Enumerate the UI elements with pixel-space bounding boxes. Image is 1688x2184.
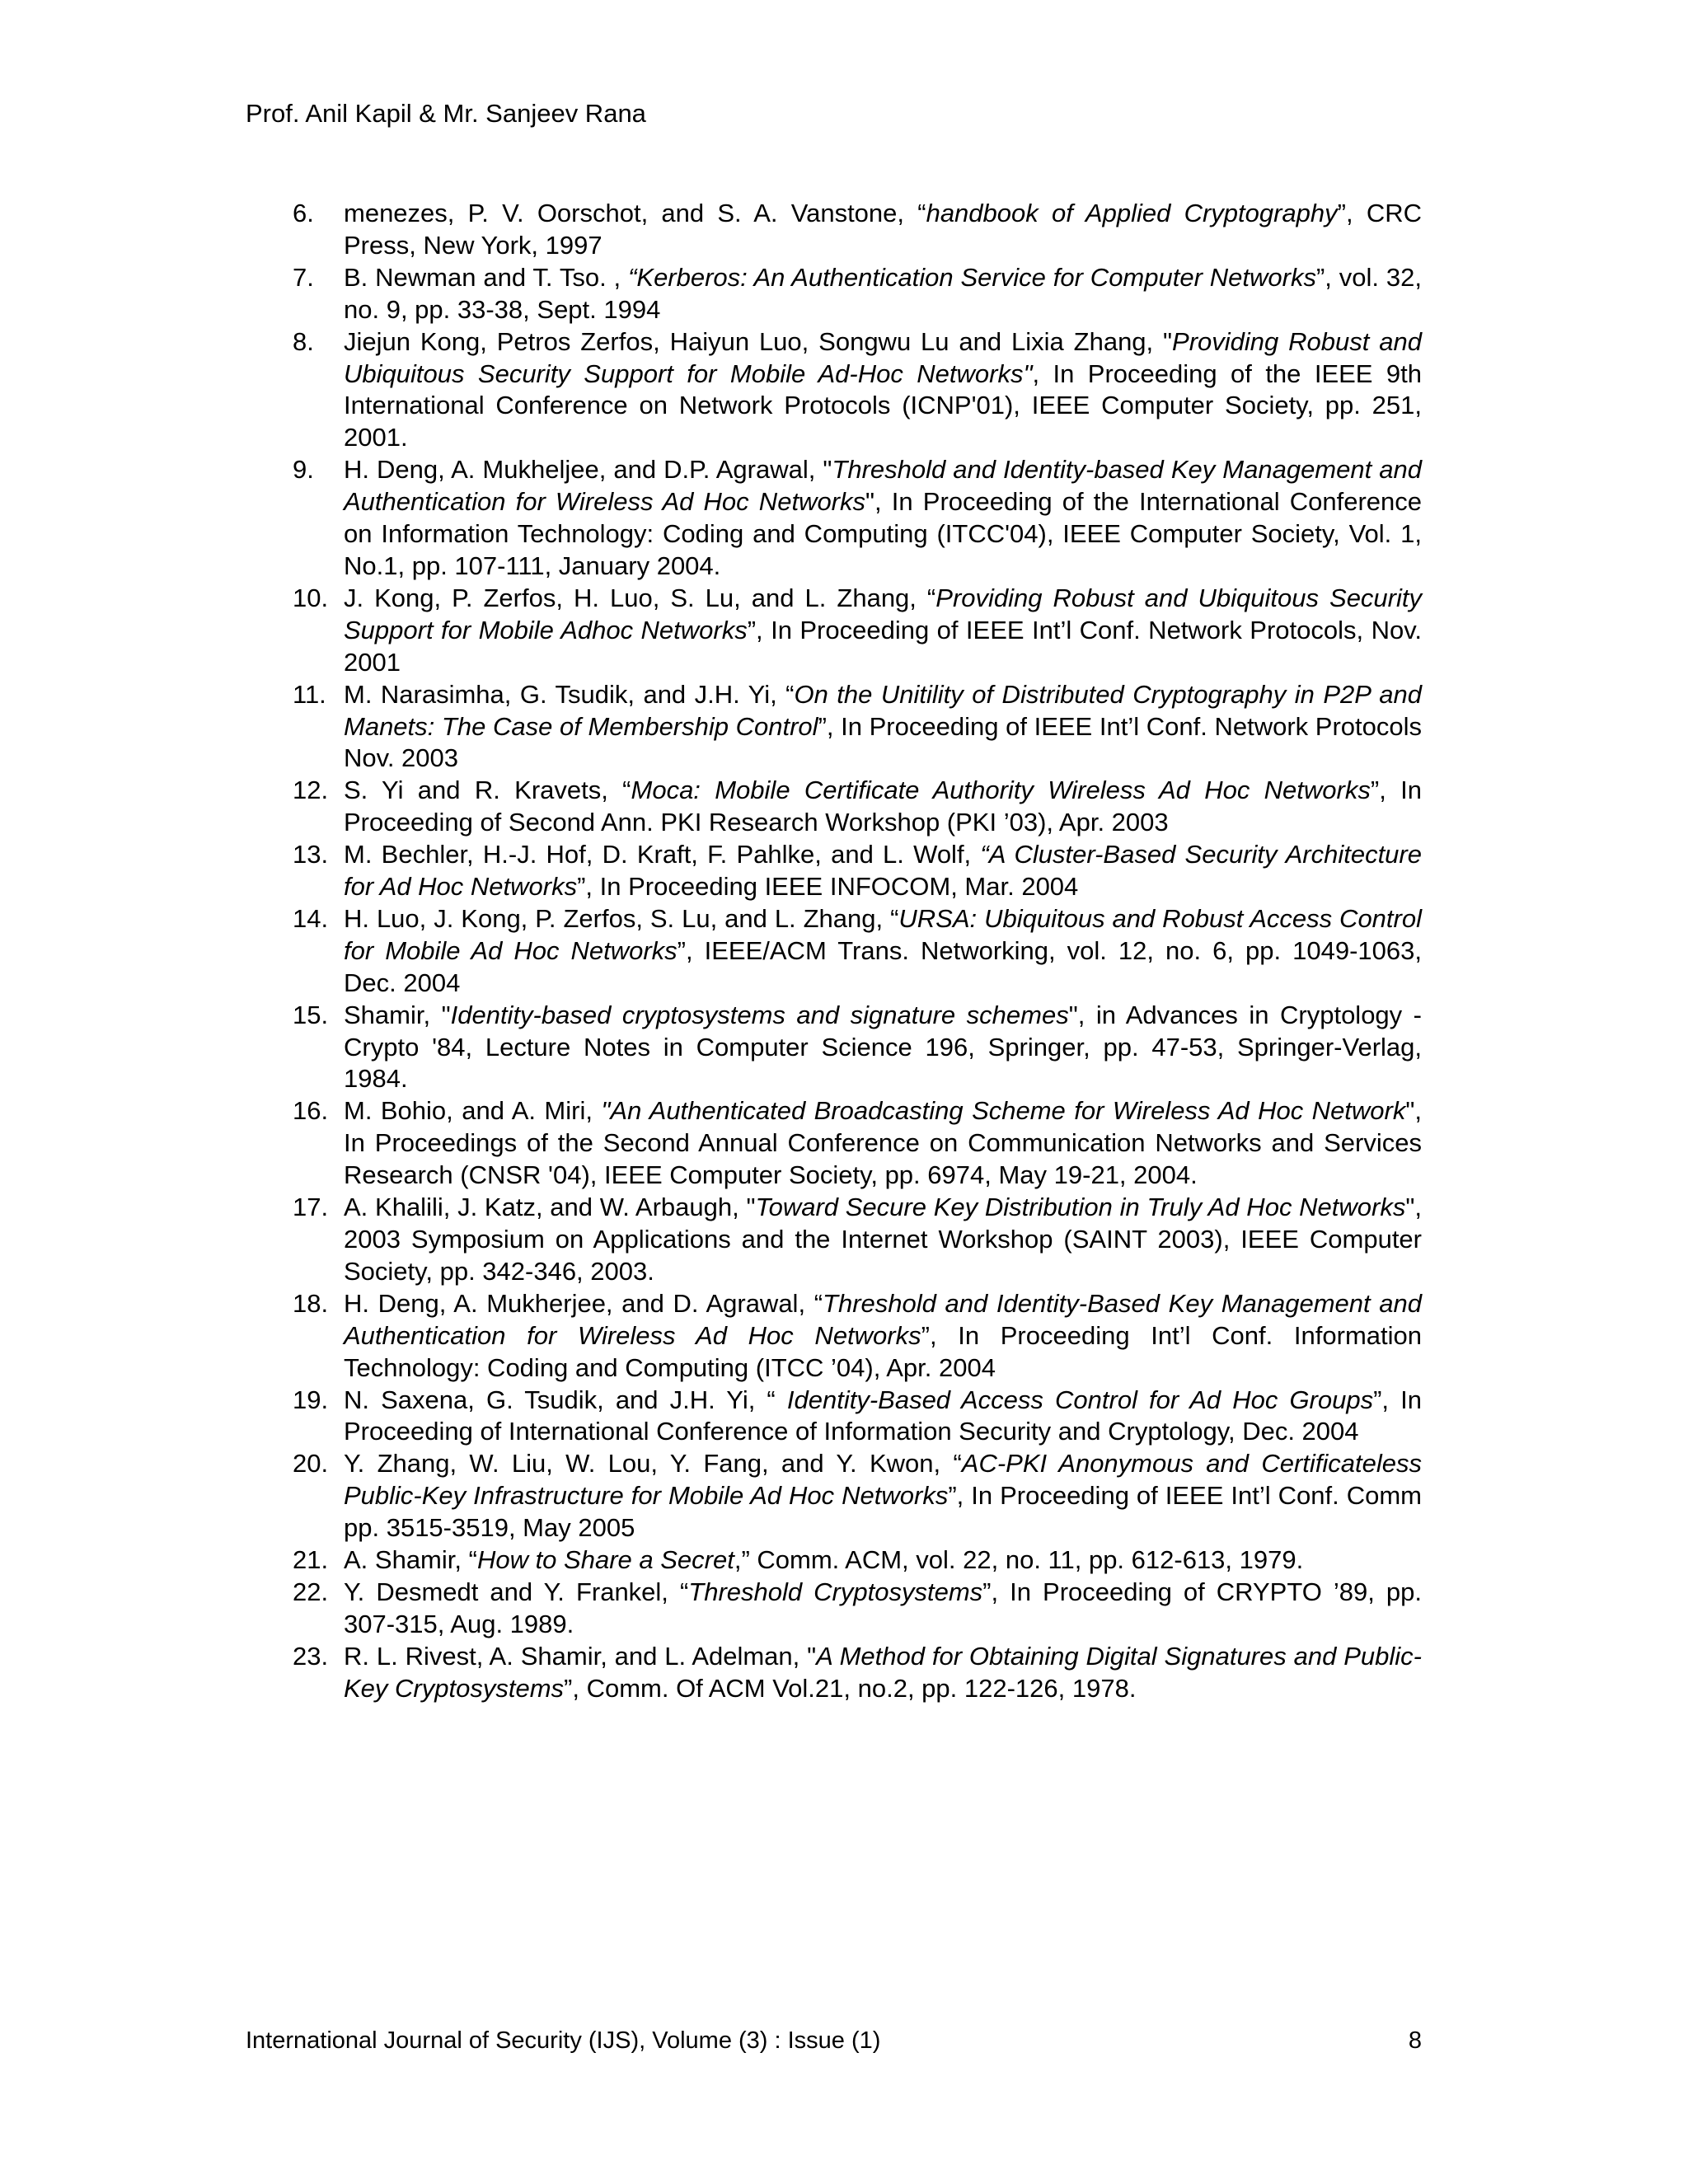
reference-number: 12.	[293, 776, 329, 805]
reference-number: 19.	[293, 1385, 329, 1414]
reference-details: ”, vol. 32, no. 9, pp. 33-38, Sept. 1994	[344, 262, 1423, 324]
reference-number: 13.	[293, 840, 329, 869]
reference-item	[293, 1544, 1422, 1577]
reference-title: How to Share a Secret	[476, 1545, 734, 1575]
reference-details: ”, In Proceeding of CRYPTO ’89, pp. 307-315, Aug. 1989.	[344, 1577, 1422, 1638]
reference-details: ”, CRC Press, New York, 1997	[344, 199, 1422, 260]
reference-number: 18.	[293, 1288, 329, 1318]
reference-authors: A. Shamir, “	[344, 1545, 477, 1575]
reference-item	[293, 1577, 1422, 1641]
reference-details: ", In Proceeding of the International Conference on Information Technology: Coding and Computing (ITCC'04), IEEE Computer Society, Vol. 1, No.1, pp. 107-111, January 2004.	[344, 487, 1422, 580]
reference-details: ”, IEEE/ACM Trans. Networking, vol. 12, no. 6, pp. 1049-1063, Dec. 2004	[344, 935, 1422, 997]
journal-citation: International Journal of Security (IJS), Volume (3) : Issue (1)	[246, 2027, 881, 2054]
reference-authors: menezes, P. V. Oorschot, and S. A. Vanstone, “	[344, 199, 926, 227]
reference-item	[293, 839, 1422, 903]
reference-item	[293, 454, 1422, 583]
reference-authors: M. Bechler, H.-J. Hof, D. Kraft, F. Pahlke, and L. Wolf,	[344, 840, 981, 869]
reference-details: , In Proceeding of the IEEE 9th International Conference on Network Protocols (ICNP'01), IEEE Computer Society, pp. 251, 2001.	[344, 359, 1422, 452]
reference-details: ”, In Proceeding of IEEE Int’l Conf. Network Protocols Nov. 2003	[344, 711, 1423, 773]
reference-authors: Y. Zhang, W. Liu, W. Lou, Y. Fang, and Y. Kwon, “	[344, 1449, 962, 1479]
reference-item	[293, 1192, 1422, 1288]
reference-title: A Method for Obtaining Digital Signatures and Public-Key Cryptosystems	[344, 1641, 1422, 1703]
reference-title: “A Cluster-Based Security Architecture for Ad Hoc Networks	[344, 840, 1422, 902]
reference-item	[293, 679, 1422, 776]
reference-number: 16.	[293, 1096, 329, 1126]
reference-item	[293, 1385, 1422, 1449]
reference-authors: R. L. Rivest, A. Shamir, and L. Adelman, "	[344, 1641, 817, 1671]
reference-details: ,” Comm. ACM, vol. 22, no. 11, pp. 612-613, 1979.	[734, 1545, 1304, 1575]
reference-details: ”, In Proceeding IEEE INFOCOM, Mar. 2004	[577, 872, 1079, 902]
reference-item	[293, 262, 1422, 326]
reference-item	[293, 198, 1422, 262]
reference-title: handbook of Applied Cryptography	[926, 199, 1338, 227]
reference-number: 21.	[293, 1545, 329, 1575]
reference-title: Threshold Cryptosystems	[688, 1577, 983, 1606]
reference-details: ", in Advances in Cryptology - Crypto '84, Lecture Notes in Computer Science 196, Springer, pp. 47-53, Springer-Verlag, 1984.	[344, 1000, 1422, 1094]
reference-authors: H. Luo, J. Kong, P. Zerfos, S. Lu, and L. Zhang, “	[344, 903, 899, 933]
reference-authors: J. Kong, P. Zerfos, H. Luo, S. Lu, and L. Zhang, “	[344, 583, 936, 612]
reference-authors: M. Bohio, and A. Miri,	[344, 1096, 602, 1126]
page-number: 8	[1408, 2027, 1422, 2054]
running-header: Prof. Anil Kapil & Mr. Sanjeev Rana	[246, 99, 646, 128]
reference-item	[293, 775, 1422, 839]
reference-item	[293, 1288, 1422, 1385]
reference-title: AC-PKI Anonymous and Certificateless Public-Key Infrastructure for Mobile Ad Hoc Networks	[344, 1449, 1422, 1511]
reference-title: URSA: Ubiquitous and Robust Access Control for Mobile Ad Hoc Networks	[344, 903, 1422, 965]
reference-number: 6.	[293, 199, 314, 227]
reference-details: ", 2003 Symposium on Applications and the Internet Workshop (SAINT 2003), IEEE Computer Society, pp. 342-346, 2003.	[344, 1193, 1422, 1286]
reference-number: 7.	[293, 262, 314, 292]
reference-number: 23.	[293, 1641, 329, 1671]
reference-number: 17.	[293, 1193, 329, 1222]
reference-authors: M. Narasimha, G. Tsudik, and J.H. Yi, “	[344, 679, 795, 709]
reference-details: ", In Proceedings of the Second Annual Conference on Communication Networks and Services Research (CNSR '04), IEEE Computer Society, pp. 6974, May 19-21, 2004.	[344, 1096, 1422, 1190]
reference-item	[293, 1000, 1422, 1096]
reference-item	[293, 903, 1422, 1000]
reference-title: Moca: Mobile Certificate Authority Wireless Ad Hoc Networks	[631, 776, 1371, 805]
reference-details: ”, In Proceeding of IEEE Int’l Conf. Comm pp. 3515-3519, May 2005	[344, 1481, 1422, 1543]
reference-details: ”, In Proceeding of IEEE Int’l Conf. Network Protocols, Nov. 2001	[344, 615, 1423, 677]
reference-authors: N. Saxena, G. Tsudik, and J.H. Yi, “	[344, 1385, 787, 1414]
reference-title: Providing Robust and Ubiquitous Security Support for Mobile Adhoc Networks	[344, 583, 1422, 644]
reference-item	[293, 1448, 1422, 1544]
reference-details: ”, In Proceeding of Second Ann. PKI Research Workshop (PKI ’03), Apr. 2003	[344, 776, 1422, 837]
reference-authors: H. Deng, A. Mukheljee, and D.P. Agrawal, "	[344, 455, 832, 485]
reference-title: Threshold and Identity-Based Key Management and Authentication for Wireless Ad Hoc Networks	[344, 1288, 1422, 1350]
reference-item	[293, 1641, 1422, 1705]
reference-title: Identity-based cryptosystems and signature schemes	[450, 1000, 1069, 1029]
reference-details: ”, Comm. Of ACM Vol.21, no.2, pp. 122-126, 1978.	[564, 1673, 1137, 1703]
reference-list	[293, 198, 1422, 1705]
reference-number: 20.	[293, 1449, 329, 1479]
reference-title: Identity-Based Access Control for Ad Hoc Groups	[786, 1385, 1374, 1414]
reference-item	[293, 583, 1422, 679]
reference-authors: S. Yi and R. Kravets, “	[344, 776, 631, 805]
reference-title: Providing Robust and Ubiquitous Security Support for Mobile Ad-Hoc Networks"	[344, 326, 1422, 388]
reference-title: Toward Secure Key Distribution in Truly Ad Hoc Networks	[755, 1193, 1406, 1222]
reference-item	[293, 1095, 1422, 1192]
reference-details: ”, In Proceeding Int’l Conf. Information Technology: Coding and Computing (ITCC ’04), Apr. 2004	[344, 1320, 1422, 1382]
reference-title: "An Authenticated Broadcasting Scheme for Wireless Ad Hoc Network	[601, 1096, 1406, 1126]
reference-authors: Shamir, "	[344, 1000, 451, 1029]
reference-details: ”, In Proceeding of International Conference of Information Security and Cryptology, Dec. 2004	[344, 1385, 1423, 1446]
reference-number: 9.	[293, 455, 314, 485]
reference-number: 15.	[293, 1000, 329, 1029]
reference-authors: H. Deng, A. Mukherjee, and D. Agrawal, “	[344, 1288, 823, 1318]
reference-title: “Kerberos: An Authentication Service for Computer Networks	[628, 262, 1316, 292]
reference-number: 11.	[293, 679, 326, 709]
reference-authors: Jiejun Kong, Petros Zerfos, Haiyun Luo, Songwu Lu and Lixia Zhang, "	[344, 326, 1173, 356]
reference-title: On the Unitility of Distributed Cryptography in P2P and Manets: The Case of Membership Control	[344, 679, 1422, 741]
reference-authors: Y. Desmedt and Y. Frankel, “	[344, 1577, 689, 1606]
reference-number: 10.	[293, 583, 329, 612]
reference-title: Threshold and Identity-based Key Management and Authentication for Wireless Ad Hoc Networks	[344, 455, 1422, 517]
reference-number: 14.	[293, 903, 329, 933]
reference-item	[293, 326, 1422, 455]
reference-number: 22.	[293, 1577, 329, 1606]
reference-authors: A. Khalili, J. Katz, and W. Arbaugh, "	[344, 1193, 756, 1222]
reference-number: 8.	[293, 326, 314, 356]
page-footer	[246, 2024, 1422, 2057]
reference-authors: B. Newman and T. Tso. ,	[344, 262, 629, 292]
